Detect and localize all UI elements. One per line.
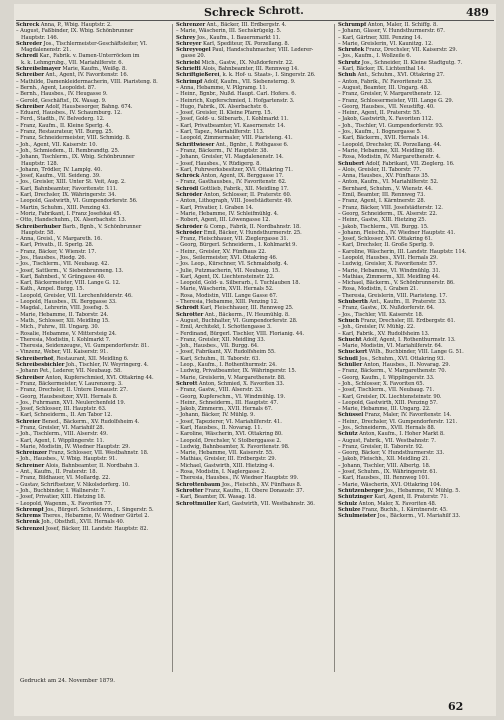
directory-entry: – Franz, Bäcker, V. Wienstr. 17. xyxy=(16,248,97,255)
directory-entry: – Karl, Drechsler, II. Große Sperlg. 9. xyxy=(338,242,435,249)
directory-entry: Schrenzer Ant., Bäcker, III. Erdbergstr. 4. xyxy=(176,22,287,28)
directory-entry: – Franz, Bäcker, VIII. Josefstädterstr. 12. xyxy=(338,204,443,211)
directory-entry: – Leopold, Drechsler, V. Stolberggasse 2. xyxy=(176,437,282,444)
directory-entry: Schrimpf Adolf, Kaufm., VII. Siebensterng. 9. xyxy=(176,78,296,85)
directory-entry: – Josef, Greisler, II. Kleine Pfarrg. 15. xyxy=(176,110,273,117)
directory-entry: – Mathias, Zimmerm., XII. Meidling 44. xyxy=(338,273,440,280)
directory-entry: – Anton, Lithograph, VIII. Josefstädterstr. 49. xyxy=(176,198,293,205)
directory-entry: – Karl, Hausbes., III. Rennweg 101. xyxy=(338,475,430,482)
directory-entry: Schuckert Wilh., Buchbinder, VIII. Lange G. 51. xyxy=(338,349,464,356)
directory-entry: – Hugo, Fabrik., IX. Alserbachstr. 6. xyxy=(176,103,269,110)
directory-entry: – Karl, Bäcker, IX. Lichtenthal 14. xyxy=(338,66,426,73)
directory-entry: – Heinr., Greisler, XV. Fünfhaus 22. xyxy=(176,248,267,255)
directory-entry: – Georg, Schneiderm., IX. Alserstr. 22. xyxy=(338,210,438,217)
directory-entry: – Franz, Bäckerm., IV. Hauptstr. 38. xyxy=(176,147,269,154)
directory-entry: – Heinrich, Kupferschmied, I. Hofgartenstr. 3. xyxy=(176,97,295,104)
directory-entry: – Karl, Bäckerm., XVII. Hernals 14. xyxy=(338,135,429,142)
directory-entry: – Vinzenz, Weber, VII. Kaiserstr. 91. xyxy=(16,349,108,356)
directory-entry: – Johann, Bäcker, IV. Mühlg. 9. xyxy=(176,412,255,419)
directory-entry: Schuberth Ant., Kaufm., II. Praterstr. 33. xyxy=(338,299,447,306)
directory-entry: – Gerold, Geschäftsf., IX. Wasag. 9. xyxy=(16,97,107,104)
directory-entry: – Karl, Agent, IX. Liechtensteinstr. 22. xyxy=(176,273,275,280)
directory-entry: – Josef, Schuhm., IX. Währingerstr. 61. xyxy=(338,469,438,476)
column-3 xyxy=(338,22,494,674)
directory-entry: – Jakob, Zimmerm., XVII. Hernals 67. xyxy=(176,406,273,413)
directory-entry: – Heinr., Bgnbr., Nußd. Haupt. Carl. Hofers. 6. xyxy=(176,91,297,98)
directory-entry: – Karl, Schuhm., II. Taborstr. 63. xyxy=(176,355,260,362)
directory-entry: – Emil, Beamter, III. Rennweg 73. xyxy=(338,192,426,199)
directory-entry: – Joh., Buchbinder, I. Wallnerstr. 7. xyxy=(16,487,106,494)
directory-entry: – Anna, Greisl., V. Margareth. 16. xyxy=(16,236,102,243)
directory-entry: gasse 20. xyxy=(181,53,206,60)
directory-entry: – Joh., Greisler, IV. Mühlg. 22. xyxy=(338,324,415,331)
directory-entry: Schreiber Ant., Agent, IV. Favoritenstr. 16. xyxy=(16,72,129,79)
directory-entry: – Josef, Fabrikant, XV. Rudolfsheim 55. xyxy=(176,349,276,356)
directory-entry: Schüssel Franz, Maler, IV. Favoritenstr. 14. xyxy=(338,412,452,419)
directory-entry: – Anna, Hebamme, V. Pilgramg. 11. xyxy=(176,84,268,91)
directory-entry: Schützinger Karl, Agent, II. Praterstr. 71. xyxy=(338,494,449,501)
directory-entry: – Emil, Architekt, I. Schottengasse 3. xyxy=(176,324,272,331)
directory-entry: Schrittwieser Ant., Bgnbr., I. Rothgasse 6. xyxy=(176,141,289,148)
directory-entry: – Marie, Wäscherin, XVII. Hernals 52. xyxy=(176,286,274,293)
directory-entry: – Theresia, Hebamme, XIII. Penzing 12. xyxy=(176,299,279,306)
directory-entry: – Johann, Greisler, VI. Magdalenenstr. 14. xyxy=(176,154,284,161)
directory-entry: – Michael, Bäckerm., V. Schönbrunnerstr. 86. xyxy=(338,280,455,287)
directory-entry: – August, Buchhalter, VI. Gumpendorferstr. 28. xyxy=(176,317,298,324)
directory-entry: – Jakob, Tischlerm., VII. Burgg. 15. xyxy=(338,223,429,230)
directory-entry: – Marie, Hebamme, VII. Kaiserstr. 55. xyxy=(176,450,274,457)
directory-entry: – Joh., Tischlerm., VIII. Alserstr. 49. xyxy=(16,431,108,438)
directory-entry: Schüller Anton, Hausbes., II. Novarag. 29. xyxy=(338,362,451,369)
directory-entry: – Eduard, Hausbes., IV. Schaumburg. 12. xyxy=(16,110,122,117)
directory-entry: – Anton, Kaufm., VI. Mariahilferstr. 52. xyxy=(338,179,439,186)
directory-entry: – Karl, Hausbes., II. Novarag. 11. xyxy=(176,425,263,431)
directory-entry: – Karl, Privatbeamter, VI. Kasernenstr. 14. xyxy=(176,122,286,129)
directory-entry: – Mathias, Greisler, III. Erdbergstr. 29. xyxy=(176,456,277,463)
directory-entry: – Ferdinand, Bürgerl. Tischler, VIII. Florianig. 44. xyxy=(176,330,304,337)
directory-entry: Schudl Jos., Schuhm., XVI. Ottakring 93. xyxy=(338,355,446,362)
directory-entry: – Julie, Putzmacherin, VII. Neubaug. 15. xyxy=(176,267,280,274)
directory-entry: Schützenberger Jos., Hebamme, IV. Mühlg. 5. xyxy=(338,487,461,494)
directory-entry: – Mathilde, Damenkleidermacherin, VIII. Piaristeng. 8. xyxy=(16,78,158,85)
header-page-number: 489 xyxy=(466,6,489,19)
directory-entry: – Joh., Agent, VII. Kaiserstr. 10. xyxy=(16,141,98,148)
directory-entry: – Rosa, Modistin, IV. Margarethenstr. 4. xyxy=(338,154,441,161)
directory-entry: Schredl Kar., Fabrik. v. Damen-Unterröcken im xyxy=(16,53,140,60)
directory-entry: – Jos., Tischler, VII. Kaiserstr. 18. xyxy=(338,311,424,318)
directory-entry: – August, Beamter, III. Ungarg. 48. xyxy=(338,84,429,91)
directory-entry: – Georg, Bürgerl. Schneiderm., I. Kohlmarkt 9. xyxy=(176,242,297,249)
directory-entry: – Franz, Bäckerm., V. Margarethenstr. 70. xyxy=(338,368,447,375)
directory-entry: – Marie, Wäscherin, XVI. Ottakring 104. xyxy=(338,481,442,488)
directory-entry: – Franz, Agent, I. Kärntnerstr. 28. xyxy=(338,198,426,205)
directory-entry: – Johann, Tischlerm., IX. Wbig. Schönbrunner xyxy=(16,154,135,161)
directory-entry: – Franz, Bildhauer, VI. Mollardg. 22. xyxy=(16,475,111,482)
directory-entry: – Bernhard, Schuhm., V. Wienstr. 44. xyxy=(338,185,433,192)
directory-entry: – Theresia, Modistin, I. Kohlmarkt 7. xyxy=(16,336,111,343)
directory-entry: Schröder Emil, Bäcker, V. Hundsthurmerstr. 25. xyxy=(176,229,302,236)
directory-entry: – Franz, Schneidermeister, VIII. Schmidg. 8. xyxy=(16,135,131,142)
directory-entry: – Moriz, Fabrikant, I. Franz Josefskai 45. xyxy=(16,210,122,217)
directory-entry: Schulmeister Jos., Bäckerm., VI. Mariahilf 33. xyxy=(338,513,461,520)
directory-entry: – Jakob, Fleischh., XII. Meidling 21. xyxy=(338,456,430,463)
directory-entry: Schrottenbaum Jos., Fleischh., XV. Fünfhaus 8. xyxy=(176,481,302,488)
directory-entry: – Rosalie, Hebamme, V. Mittersteig 24. xyxy=(16,330,117,337)
directory-entry: – Jos., Kaufm., I. Bognergasse 5. xyxy=(338,129,422,136)
directory-entry: – Magdal., Lehrerin, VIII. Josefsg. 5. xyxy=(16,305,110,312)
page-header xyxy=(14,6,496,20)
directory-entry: – Theresia, Seidenzeugw., VI. Gumpendorferstr. 81. xyxy=(16,343,149,350)
directory-entry: – Franz, Gastw., VIII. Alserstr. 33. xyxy=(176,387,263,394)
directory-entry: Schreiber Adolf, Hausbesorger, Bahng. 674. xyxy=(16,103,133,110)
directory-entry: Schreibelmayer Marie, Kaufm., Weißg. 8. xyxy=(16,66,127,73)
directory-entry: – Ferd., Stadtb., IV. Belvederg. 12. xyxy=(16,116,105,123)
directory-entry: – August, Faßbinder, IX. Wbig. Schönbrunner xyxy=(16,28,134,35)
directory-entry: Schröder Anton, Schlosser, II. Praterstr. 60. xyxy=(176,192,292,199)
directory-entry: – Josef, Tischlerm., VII. Neubaug. 71. xyxy=(338,387,435,394)
directory-entry: – Jos., Tischlerm., VII. Neubaug. 42. xyxy=(16,261,110,268)
directory-entry: – Heinr., Agent, II. Praterstr. 55. xyxy=(338,110,422,117)
directory-entry: – Karl, Greisler, IX. Liechtensteinstr. 90. xyxy=(338,393,442,400)
directory-entry: Schuh Ant., Schuhm., XVI. Ottakring 27. xyxy=(338,72,445,79)
directory-entry: Schrieffl Alois, Bahnbeamter, III. Rennweg 14. xyxy=(176,66,299,73)
directory-entry: – Karl, Privatier, I. Graben 14. xyxy=(176,204,254,211)
directory-entry: – Gustav, Schriftsetzer, V. Nikolsdorferg. 10. xyxy=(16,481,130,488)
directory-entry: – Jos., Hausbes., Riedg. 26. xyxy=(16,254,87,261)
header-last-name: – Schrott. xyxy=(250,6,304,17)
directory-entry: – Karl, Tapez., Mariahilferstr. 113. xyxy=(176,129,265,136)
directory-entry: Schrempf Jos., Bürgerl. Schneiderm., I. Singerstr. 5. xyxy=(16,506,154,513)
directory-entry: Schrottmüller Karl, Gastwirth, VII. Westbahnstr. 36. xyxy=(176,500,315,507)
directory-entry: – Martin, Schuhm., XIII. Penzing 43. xyxy=(16,204,110,211)
directory-entry: – Joh., Hausbes., V. Wbig. Hauptstr. 91. xyxy=(16,456,117,463)
directory-entry: Magdalenenstr. 21. xyxy=(21,47,71,54)
directory-entry: – Georg, Hausbes., VII. Neustiftg. 40. xyxy=(338,103,435,110)
directory-entry: Schröder & Comp., Fabrik, II. Nordbahnstr. 18. xyxy=(176,223,301,230)
directory-entry: – Bernh., Agent, Leopoldst. 87. xyxy=(16,84,96,91)
directory-entry: – Jos., Kaufm., I. Wollzeile 6. xyxy=(338,53,412,60)
directory-entry: – Franz, Drechsler, II. Untere Donaustr. 27. xyxy=(16,387,128,394)
directory-entry: – Ant., Kaufm., II. Praterstr. 18. xyxy=(16,469,98,476)
directory-entry: – Jos., Fuhrmann, XVI. Neulerchenfeld 19. xyxy=(16,399,126,406)
directory-entry: – Rosa, Modistin, I. Naglergasse 2. xyxy=(176,469,266,476)
directory-entry: – Georg, Kupferschm., VI. Windmühlg. 19. xyxy=(176,393,286,400)
directory-entry: Hauptstr. 58. xyxy=(21,229,55,236)
directory-entry: – Josef, Schlosser, XVI. Ottakring 61. xyxy=(338,236,433,243)
directory-entry: – Leopold, Greisler, VII. Lerchenfelderstr. 46. xyxy=(16,292,133,299)
directory-entry: Schreck Anna, P., Wbig. Hauptstr. 2. xyxy=(16,22,112,28)
directory-entry: – Johann, Fleischh., IV. Wiedner Hauptstr. 41. xyxy=(338,229,456,236)
directory-entry: – Marie, Hebamme, VI. Windmühlg. 31. xyxy=(338,267,441,274)
directory-entry: Schrötter Ant., Bäckerm., IV. Heumühlg. 8. xyxy=(176,311,290,318)
directory-entry: Schreiberhuber Barb., Bgnb., V. Schönbrunner xyxy=(16,223,142,230)
directory-entry: Schrödt Karl, Fleischhauer, III. Rennweg 25. xyxy=(176,305,294,312)
directory-entry: – Marie, Hebamme, IV. Schleifmühlg. 4. xyxy=(176,210,279,217)
directory-entry: – Josef, Sattlerm., V. Siebenbrunneng. 13. xyxy=(16,267,124,274)
directory-entry: Schrenk Joh., Obsthdl., XVII. Hernals 40. xyxy=(16,519,125,526)
directory-entry: – Franz, Gastw., IX. Nußdorferstr. 64. xyxy=(338,305,435,312)
directory-entry: Schreibesbichler Joh., Tischler, IV. Weyringerg. 4. xyxy=(16,362,149,369)
directory-entry: – Heinr., Gastw., XIII. Hietzing 25. xyxy=(338,217,427,224)
directory-entry: – Karl, Fabrik., XV. Rudolfsheim 13. xyxy=(338,330,430,337)
directory-entry: – Josef, Hausbes., V. Rüdigerg. 8. xyxy=(176,160,261,167)
directory-entry: Hauptstr. 146. xyxy=(21,34,59,41)
directory-entry: Schreiber Anton, Kupferschmied, XVI. Ottakring 44. xyxy=(16,374,154,381)
directory-entry: Schrotter Franz, Kaufm., II. Obere Donaustr. 37. xyxy=(176,487,305,494)
directory-entry: – Jos., Schneiderm., XVII. Hernals 88. xyxy=(338,425,436,431)
directory-entry: – Karoline, Wäscherin, XVI. Ottakring 80. xyxy=(176,431,283,438)
directory-entry: – Math., Schlosser, XII. Meidling 15. xyxy=(16,317,110,324)
directory-entry: – Franz, Bäckermeister, V. Laurenzerg. 3. xyxy=(16,380,123,387)
directory-entry: – Marie, Modistin, IV. Wiedner Hauptstr. 29. xyxy=(16,443,130,450)
directory-entry: – Karl, Schneiderm., II. Am Tabor 12. xyxy=(16,412,113,419)
directory-entry: – Alois, Greisler, II. Taborstr. 77. xyxy=(338,166,422,173)
directory-entry: – Josef, Schlosser, III. Hauptstr. 63. xyxy=(16,406,107,413)
directory-entry: – Anna, Hausbes., XV. Fünfhaus 35. xyxy=(338,173,430,180)
directory-entry: – Georg, Hausbesitzer, XVII. Hernals 8. xyxy=(16,393,118,400)
directory-entry: – Leopold, Hausbes., IX. Berggasse 33. xyxy=(16,299,117,306)
directory-entry: – Franz, Greisler, II. Taborstr. 92. xyxy=(338,443,424,450)
directory-entry: Schreinzer Franz, Schlosser, VII. Westbahnstr. 18. xyxy=(16,450,149,457)
directory-entry: – Josef, Gold- u. Silberarb., I. Kohlmarkt 11. xyxy=(176,116,289,123)
directory-entry: – Leopold, Wagenm., X. Favoriten 77. xyxy=(16,500,113,507)
directory-entry: – Joh., Tischler, VI. Gumpendorferstr. 93. xyxy=(338,122,444,129)
directory-entry: – Leopold, Drechsler, IX. Porzellang. 44. xyxy=(338,141,442,148)
directory-entry: Schuch Franz, Drechsler, III. Erdbergstr. 61. xyxy=(338,317,456,324)
directory-entry: – Marie, Modistin, VI. Mariahilferstr. 64. xyxy=(338,343,443,350)
directory-entry: – Heinr., Drechsler, VI. Gumpendorferstr. 121. xyxy=(338,418,458,425)
directory-entry: Schütz Anton, Kaufm., I. Hoher Markt 8. xyxy=(338,431,445,438)
directory-entry: – Leop., Kaufm., I. Rothenthurmstr. 24. xyxy=(176,362,277,369)
directory-entry: – August, Fabrik., VII. Westbahnstr. 7. xyxy=(338,437,436,444)
directory-entry: – Marie, Hebamme, XII. Meidling 88. xyxy=(338,147,434,154)
column-divider xyxy=(334,24,335,672)
directory-entry: – Theresia, Hausbes., IV. Wiedner Hauptstr. 99. xyxy=(176,475,299,482)
directory-entry: Schulz Anton, Maler, X. Favoriten 48. xyxy=(338,500,437,507)
directory-entry: – Heinr., Schneiderm., III. Hauptstr. 47. xyxy=(176,399,279,406)
directory-entry: – Jakob, Gastwirth, X. Favoriten 112. xyxy=(338,116,433,123)
directory-entry: Schrutek Franz, Drechsler, VII. Kaiserstr. 29. xyxy=(338,47,458,54)
directory-entry: Schrödl Gottlieb, Fabrik., XII. Meidling 17. xyxy=(176,185,289,192)
directory-entry: – Johann, Tischler, VIII. Albertg. 18. xyxy=(338,462,431,469)
column-divider xyxy=(172,24,173,672)
directory-entry: – Marie, Hebamme, III. Ungarg. 22. xyxy=(338,406,431,413)
directory-entry: Schulze Franz, Buchh., I. Kärntnerstr. 45. xyxy=(338,506,448,513)
directory-entry: – Joh., Schmiedem., II. Rembrandtg. 25. xyxy=(16,147,120,154)
directory-entry: – Karl, Drechsler, IX. Währingerstr. 34. xyxy=(16,192,117,199)
directory-entry: Schrey Jos., Kaufm., I. Bauernmarkt 11. xyxy=(176,34,281,41)
directory-entry: Schröck Anton, Agent, IX. Berggasse 17. xyxy=(176,173,284,180)
column-1 xyxy=(16,22,168,674)
directory-entry: – Leopold, Hausbes., XVII. Hernals 29. xyxy=(338,254,438,261)
directory-entry: – Franz, Kaufm., II. Kleine Sperlg. 4. xyxy=(16,122,111,129)
directory-entry: – Jos. Leop., Kürschner, VI. Schmalzhofg. 4. xyxy=(176,261,289,268)
directory-entry: Schreder Jos., Tischlermeister-Geschäftsleiter, VI. xyxy=(16,40,148,47)
header-first-name: Schreck xyxy=(204,6,254,19)
directory-entry: – Johann, Trödler, IV. Lamplg. 40. xyxy=(16,166,102,173)
directory-entry: – Joh., Hausbes., VII. Burgg. 64. xyxy=(176,343,259,350)
directory-entry: Schriebl Mich., Gastw., IX. Nußdorferstr. 22. xyxy=(176,59,294,66)
directory-entry: – Karl, Gärtner, XIII. Penzing 14. xyxy=(338,34,423,41)
directory-entry: – Anton, Fabrik., IV. Favoritenstr. 33. xyxy=(338,78,433,85)
directory-entry: Schreyvogel Paul, Handschuhmacher, VIII. Lederer- xyxy=(176,47,314,54)
directory-entry: – Josef, Kaufm., VII. Seideng. 39. xyxy=(16,173,101,180)
directory-entry: – Jos., Greisler, XIII. Unter St. Veit, Aug. 2. xyxy=(16,179,126,186)
directory-entry: – Ludwig, Privatbeamter, IX. Währingerstr. 15. xyxy=(176,368,297,375)
directory-entry: – Mich., Fuhrw., III. Ungarg. 30. xyxy=(16,324,100,331)
directory-entry: – Georg, Kaufm., I. Wipplingerstr. 33. xyxy=(338,374,435,381)
directory-entry: – Johann, Glaser, V. Hundsthurmerstr. 67. xyxy=(338,28,445,35)
directory-entry: – Otto, Handschuhm., IX. Alserbachstr. 13. xyxy=(16,217,127,224)
directory-entry: Schriftgießerei, k. k. Hof- u. Staats-, I. Singerstr. 26. xyxy=(176,72,316,79)
directory-entry: – Franz, Gasthausbes., IV. Favoritenstr. 62. xyxy=(176,179,287,186)
directory-entry: – Bernh., Hausbes., IV. Heugasse 9. xyxy=(16,91,108,98)
directory-entry: – Rosa, Modistin, VIII. Lange Gasse 67. xyxy=(176,292,278,299)
directory-entry: – Marie, Greislerin, VI. Kaunitzg. 12. xyxy=(338,40,433,47)
directory-entry: – Karl, Fuhrwerksbesitzer, XVI. Ottakring 71. xyxy=(176,166,293,173)
sheet-number: 62 xyxy=(448,700,464,713)
directory-entry: Schreiner Alois, Bahnbeamter, II. Nordbahn 3. xyxy=(16,462,139,469)
directory-entry: – Marie, Hebamme, II. Taborstr. 24. xyxy=(16,311,109,318)
directory-entry: Schrenzel Josef, Bäcker, III. Landstr. Hauptstr. 82. xyxy=(16,525,149,532)
directory-entry: – Franz, Schlossermeister, VIII. Lange G. 29. xyxy=(338,97,454,104)
directory-entry: – Marie, Greislerin, V. Margarethenstr. 88. xyxy=(176,374,286,381)
header-rule xyxy=(16,20,494,21)
column-2 xyxy=(176,22,330,674)
directory-entry: – Johann Pet., Lederer, VII. Neubaug. 58. xyxy=(16,368,122,375)
directory-entry: – Josef, Privatier, XIII. Hietzing 18. xyxy=(16,494,106,501)
directory-entry: – Franz, Greisler, VI. Mariahilf 28. xyxy=(16,425,105,431)
directory-entry: – Joh., Schlosser, X. Favoriten 65. xyxy=(338,380,425,387)
directory-entry: – Franz, Restaurateur, VII. Burgg. 25. xyxy=(16,129,114,136)
directory-entry: Schrutz Jos., Schneider, II. Kleine Stadtgutg. 7. xyxy=(338,59,463,66)
directory-entry: – Michael, Gastwirth, XIII. Hietzing 4. xyxy=(176,462,275,469)
directory-entry: Schrumpf Anton, Maler, II. Schiffg. 8. xyxy=(338,22,438,28)
directory-entry: – Karoline, Wäscherin, III. Landstr. Hauptstr. 114. xyxy=(338,248,467,255)
directory-entry: – Franz, Fleischhauer, VII. Zieglergasse 31. xyxy=(176,236,289,243)
directory-entry: Schucht Adolf, Agent, I. Rothenthurmstr. 13. xyxy=(338,336,456,343)
directory-entry: – Leopold, Gastwirth, VI. Gumpendorferstr. 56. xyxy=(16,198,138,205)
directory-entry: Schrott Anton, Schmied, X. Favoriten 33. xyxy=(176,380,285,387)
directory-entry: – Theresia, Greislerin, VIII. Piaristeng. 17. xyxy=(338,292,448,299)
directory-entry: Hauptstr. 128. xyxy=(21,160,59,167)
directory-entry: – Georg, Bäcker, V. Hundsthurmerstr. 33. xyxy=(338,450,445,457)
directory-entry: – Jos., Seilermeister, XVI. Ottakring 46. xyxy=(176,254,278,261)
directory-entry: Schrems Theres., Hebamme, IV. Wiedner Gürtel 2. xyxy=(16,513,150,520)
directory-entry: – Karl, Privatb., II. Sperlg. 28. xyxy=(16,242,94,249)
directory-entry: Schreier Bened., Bäckerm., XV. Rudolfsheim 4. xyxy=(16,418,140,425)
directory-entry: Schubert Adolf, Fabrikant, VII. Zieglerg. 16. xyxy=(338,160,455,167)
directory-entry: – Kath., Ampel. Burgg. 15. xyxy=(16,286,85,293)
directory-entry: – Franz, Greisler, V. Margarethenstr. 12. xyxy=(338,91,442,98)
directory-entry: – Karl, Beamter, IX. Wasag. 18. xyxy=(176,494,256,501)
directory-entry: – Ludwig, Greisler, X. Favoritenstr. 57. xyxy=(338,261,438,268)
directory-entry: Schreyer Karl, Spediteur, IX. Porzellang. 8. xyxy=(176,40,290,47)
directory-entry: – Karl, Bahnbeamter, Favoritenstr. 111. xyxy=(16,185,118,192)
directory-entry: – Karl, Agent, I. Wipplingerstr. 11. xyxy=(16,437,105,444)
directory-entry: – Josef, Tapezierer, VI. Mariahilferstr. 41. xyxy=(176,418,282,425)
directory-entry: k. k. Lehmgrubg., VII. Mariahilferstr. 6. xyxy=(21,59,124,66)
directory-entry: – Karl, Bahnbed., V. Grüngasse 40. xyxy=(16,273,106,280)
directory-entry: – Marie, Wäscherin, III. Sechskrügelg. 5. xyxy=(176,28,282,35)
directory-entry: – Franz, Greisler, XII. Meidling 33. xyxy=(176,336,266,343)
directory-entry: – Robert, Agent, III. Löwengasse 12. xyxy=(176,217,271,224)
print-date: Gedruckt am 24. November 1879. xyxy=(20,678,116,684)
directory-entry: Schreiberhof, Restaurant, XII. Meidling 6. xyxy=(16,355,129,362)
directory-entry: – Karl, Bäckermeister, VIII. Lange G. 12. xyxy=(16,280,121,287)
directory-page xyxy=(14,4,496,716)
directory-entry: – Leopold, Gold- u. Silberarb., I. Tuchlauben 18. xyxy=(176,280,301,287)
directory-entry: – Leopold, Gastwirth, XIII. Penzing 57. xyxy=(338,399,438,406)
directory-entry: – Rosa, Modistin, I. Graben 21. xyxy=(338,286,418,293)
directory-entry: – Leopold, Zimmermaler, VIII. Piaristeng. 41. xyxy=(176,135,293,142)
directory-columns xyxy=(16,22,494,674)
directory-entry: – Ludwig, Bahnbeamter, X. Favoritenstr. 98. xyxy=(176,443,290,450)
